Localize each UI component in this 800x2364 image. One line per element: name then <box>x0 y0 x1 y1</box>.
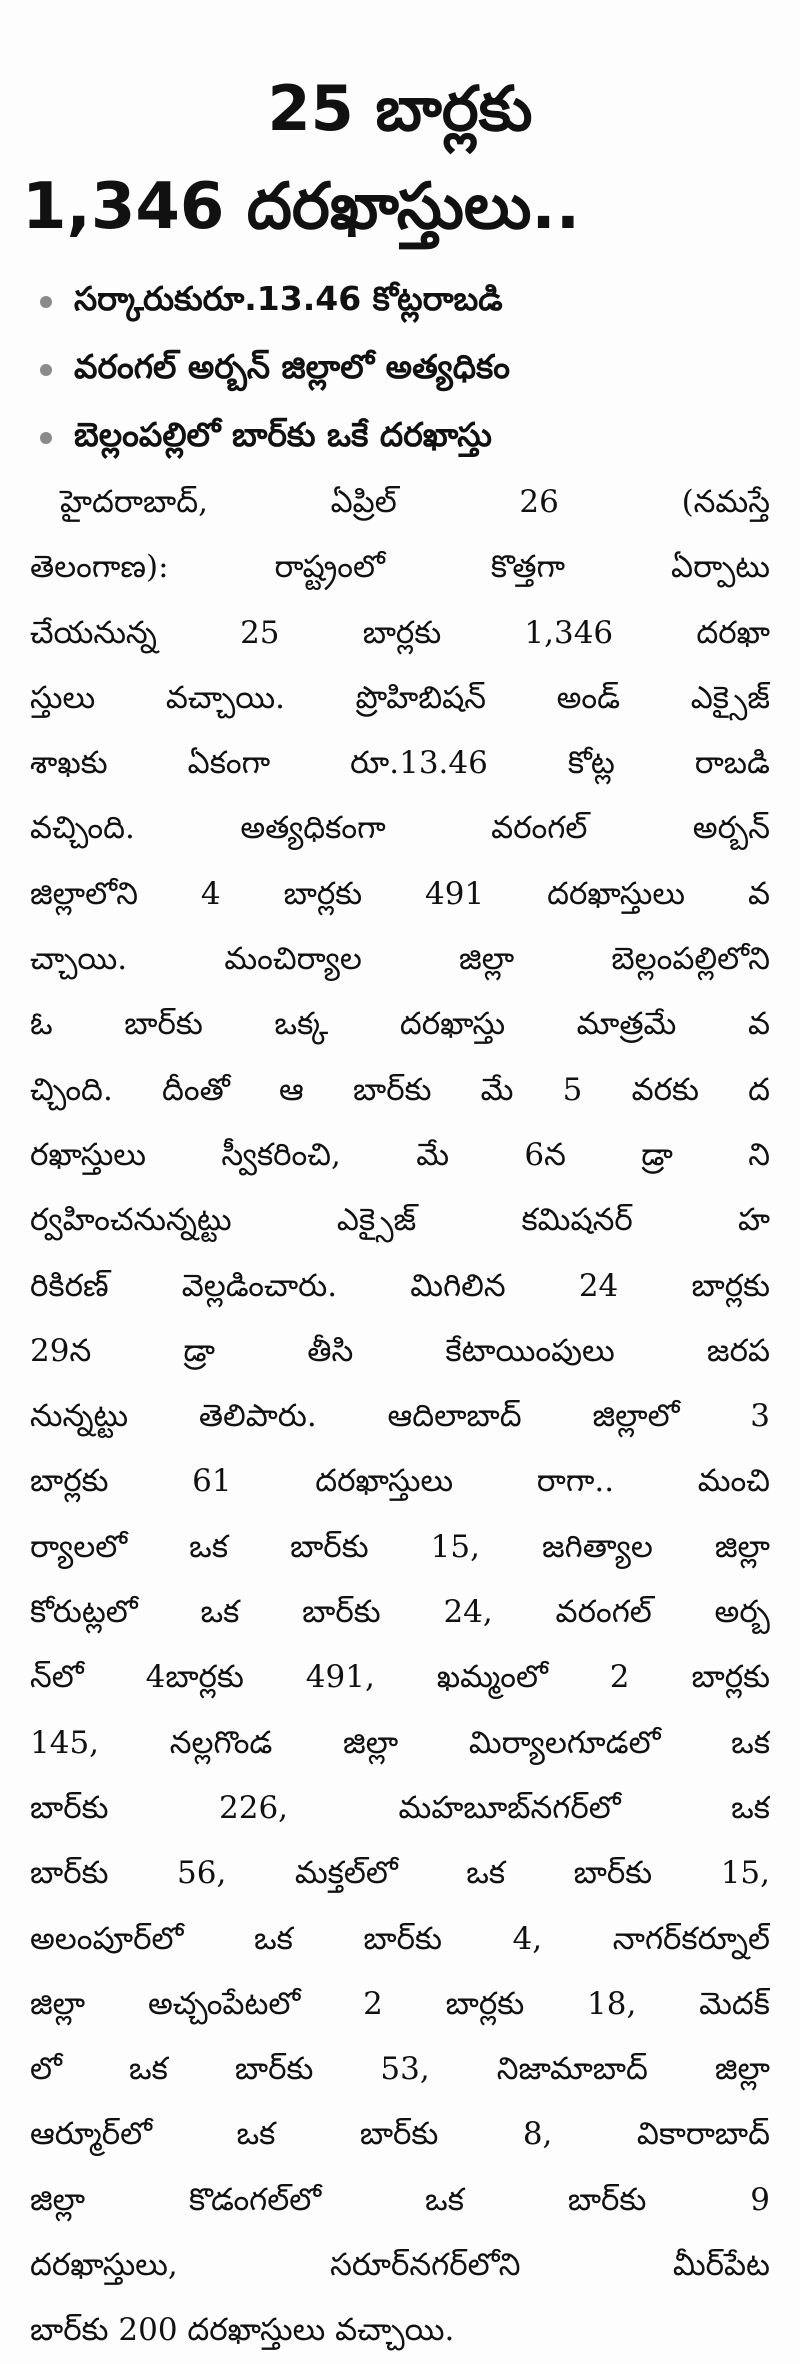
bullet-dot-icon <box>40 296 52 308</box>
body-line: శాఖకు ఏకంగా రూ.13.46 కోట్ల రాబడి <box>30 745 770 782</box>
body-line: జిల్లా అచ్చంపేటలో 2 బార్లకు 18, మెదక్ <box>30 1985 770 2022</box>
summary-bullet-text: బెల్లంపల్లిలో బార్‌కు ఒకే దరఖాస్తు <box>74 414 492 454</box>
body-line: బార్‌కు 226, మహబూబ్‌నగర్‌లో ఒక <box>30 1789 770 1826</box>
headline-line-2: 1,346 దరఖాస్తులు.. <box>22 170 581 244</box>
summary-bullet <box>40 404 510 472</box>
body-line: బార్‌కు 56, మక్తల్‌లో ఒక బార్‌కు 15, <box>30 1855 770 1892</box>
body-line: బార్లకు 61 దరఖాస్తులు రాగా.. మంచి <box>30 1463 770 1500</box>
body-line: తెలంగాణ): రాష్ట్రంలో కొత్తగా ఏర్పాటు <box>30 549 770 586</box>
body-line: దరఖాస్తులు, సరూర్‌నగర్‌లోని మీర్‌పేట <box>30 2247 770 2284</box>
body-line: ఓ బార్‌కు ఒక్క దరఖాస్తు మాత్రమే వ <box>30 1006 770 1043</box>
body-line: నున్నట్టు తెలిపారు. ఆదిలాబాద్ జిల్లాలో 3 <box>30 1398 770 1435</box>
summary-bullet <box>40 268 510 336</box>
body-line: జిల్లాలోని 4 బార్లకు 491 దరఖాస్తులు వ <box>30 875 770 912</box>
body-line: 145, నల్లగొండ జిల్లా మిర్యాలగూడలో ఒక <box>30 1724 770 1761</box>
body-line: అలంపూర్‌లో ఒక బార్‌కు 4, నాగర్‌కర్నూల్ <box>30 1920 770 1957</box>
body-line: హైదరాబాద్, ఏప్రిల్ 26 (నమస్తే <box>60 484 770 520</box>
body-line: కోరుట్లలో ఒక బార్‌కు 24, వరంగల్ అర్బ <box>30 1594 770 1631</box>
body-line: చేయనున్న 25 బార్లకు 1,346 దరఖా <box>30 614 770 651</box>
body-line: 29న డ్రా తీసి కేటాయింపులు జరప <box>30 1332 770 1369</box>
body-line: రఖాస్తులు స్వీకరించి, మే 6న డ్రా ని <box>30 1136 770 1173</box>
body-line: ర్వహించనున్నట్టు ఎక్సైజ్ కమిషనర్ హ <box>30 1202 770 1239</box>
summary-bullets <box>40 268 510 472</box>
summary-bullet-text: వరంగల్ అర్బన్ జిల్లాలో అత్యధికం <box>74 346 510 386</box>
body-line: రికిరణ్ వెల్లడించారు. మిగిలిన 24 బార్లకు <box>30 1267 770 1304</box>
body-line: వచ్చింది. అత్యధికంగా వరంగల్ అర్బన్ <box>30 810 770 847</box>
article-body <box>30 470 770 2364</box>
summary-bullet <box>40 336 510 404</box>
body-line: చ్చింది. దీంతో ఆ బార్‌కు మే 5 వరకు ద <box>30 1071 770 1108</box>
body-line: బార్‌కు 200 దరఖాస్తులు వచ్చాయి. <box>30 2312 455 2349</box>
body-line: ర్యాలలో ఒక బార్‌కు 15, జగిత్యాల జిల్లా <box>30 1528 770 1565</box>
headline-line-1: 25 బార్లకు <box>267 72 533 145</box>
body-line: జిల్లా కొడంగల్‌లో ఒక బార్‌కు 9 <box>30 2181 770 2218</box>
body-line: లో ఒక బార్‌కు 53, నిజామాబాద్ జిల్లా <box>30 2051 770 2088</box>
body-line: స్తులు వచ్చాయి. ప్రొహిబిషన్ అండ్ ఎక్సైజ్ <box>30 679 770 716</box>
summary-bullet-text: సర్కారుకురూ.13.46 కోట్లరాబడి <box>74 278 503 318</box>
bullet-dot-icon <box>40 364 52 376</box>
body-line: చ్చాయి. మంచిర్యాల జిల్లా బెల్లంపల్లిలోని <box>30 941 770 978</box>
bullet-dot-icon <box>40 432 52 444</box>
body-line: న్‌లో 4బార్లకు 491, ఖమ్మంలో 2 బార్లకు <box>30 1659 770 1696</box>
body-line: ఆర్మూర్‌లో ఒక బార్‌కు 8, వికారాబాద్ <box>30 2116 770 2153</box>
